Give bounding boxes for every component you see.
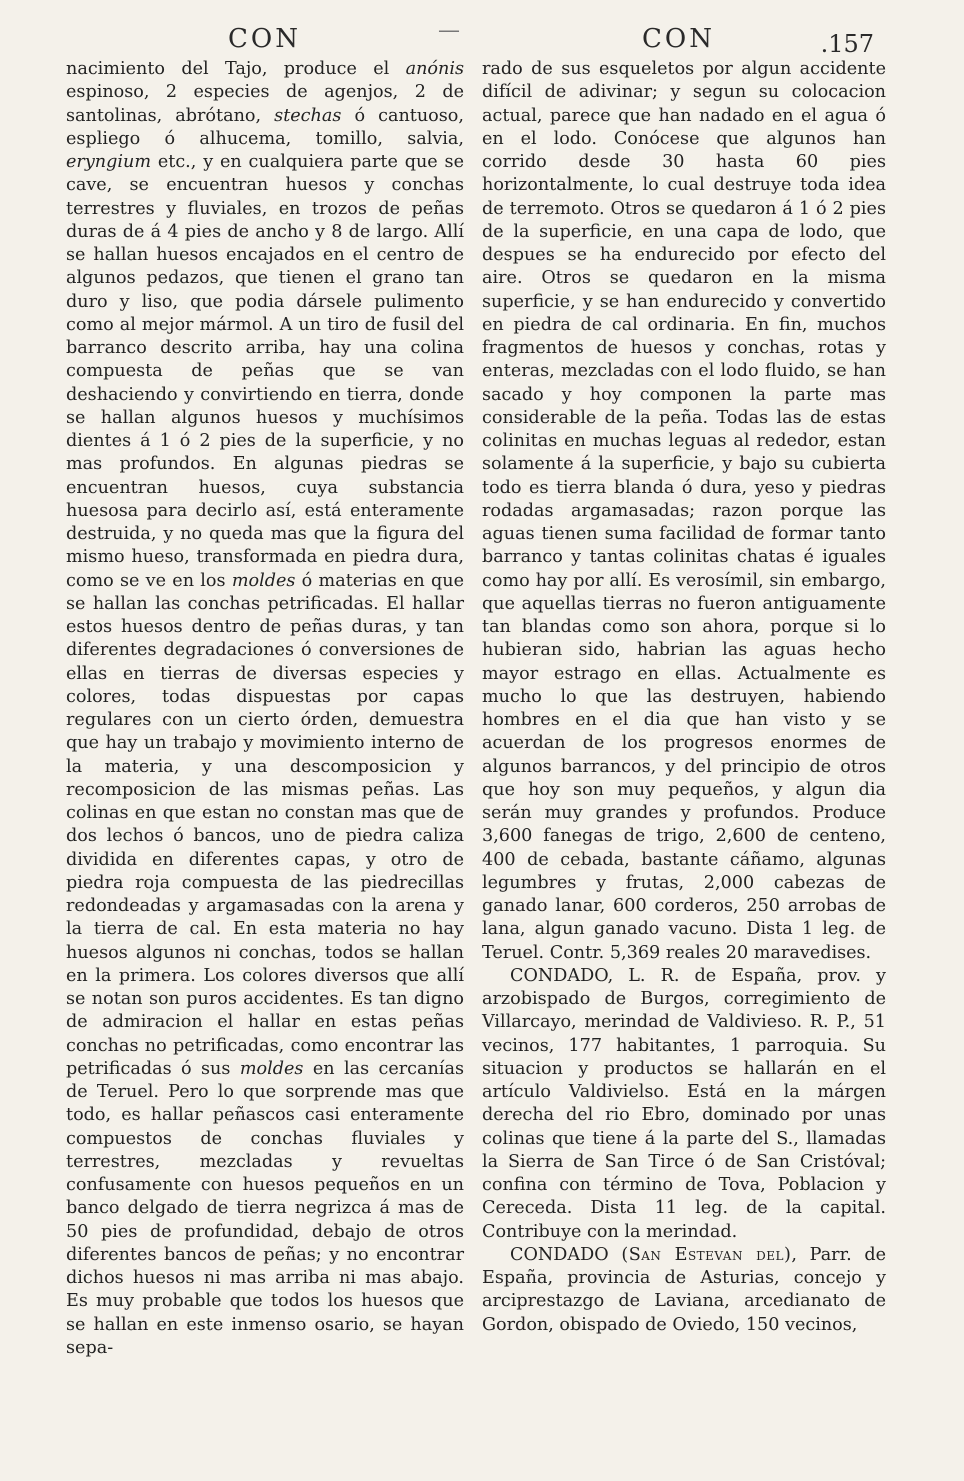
entry-subtitle: (San Estevan del)	[621, 1244, 792, 1265]
italic-term: moldes	[239, 1058, 304, 1079]
text-run: ó materias en que se hallan las conchas petrificadas. El hallar estos huesos dentro de peñas duras, y tan diferentes degradaciones ó conversiones de ellas en tierras de diversas especies y colores, todas dispuestas por capas regulares con un cierto órden, demuestra que hay un trabajo y movimiento interno de la materia, y una descomposicion y recomposicion de las mismas peñas. Las colinas en que estan no constan mas que de dos lechos ó bancos, uno de piedra caliza dividida en diferentes capas, y otro de piedra roja compuesta de las piedrecillas redondeadas y argamasadas con la arena y la tierra de cal. En esta materia no hay huesos algunos ni conchas, todos se hallan en la primera. Los colores diversos que allí se notan son puros accidentes. Es tan digno de admiracion el hallar en estas peñas conchas no petrificadas, como encontrar las petrificadas ó sus	[66, 570, 465, 1079]
species-name: eryngium	[66, 152, 151, 172]
species-name: anónis	[405, 59, 464, 79]
text-run: espinoso, 2 especies de agenjos, 2 de santolinas, abrótano,	[66, 82, 464, 126]
text-run: etc., y en cualquiera parte que se cave, se encuentran huesos y conchas terrestres y fluviales, en trozos de peñas duras de á 4 pies de ancho y 8 de largo. Allí se hallan huesos encajados en el centro de algunos pedazos, que tienen el grano tan duro y liso, que podia dársele pulimento como al mejor mármol. A un tiro de fusil del barranco descrito arriba, hay una colina compuesta de peñas que se van deshaciendo y convirtiendo en tierra, donde se hallan algunos huesos y muchísimos dientes á 1 ó 2 pies de la superficie, y no mas profundos. En algunas piedras se encuentran huesos, cuya substancia huesosa para decirlo así, está enteramente destruida, y no queda mas que la figura del mismo hueso, transformada en piedra dura, como se ve en los	[66, 152, 464, 591]
running-head-dash: —	[438, 18, 463, 43]
text-run: nacimiento del Tajo, produce el	[66, 59, 406, 79]
entry-headword: CONDADO	[510, 1244, 609, 1265]
italic-term: moldes	[231, 570, 296, 591]
running-head-center: CON	[642, 24, 715, 54]
text-run: ó cantuoso, espliego ó alhucema, tomillo, salvia,	[66, 105, 464, 149]
entry-condado-san-estevan	[482, 1244, 886, 1337]
entry-text: , L. R. de España, prov. y arzobispado de Burgos, corregimiento de Villarcayo, merindad de Valdivieso. R. P., 51 vecinos, 177 habitantes, 1 parroquia. Su situacion y productos se hallarán en el artículo Valdivielso. Está en la márgen derecha del rio Ebro, dominado por unas colinas que tiene á la parte del S., llamadas la Sierra de San Tirce ó de San Cristóval; confina con término de Tova, Poblacion y Cereceda. Dista 11 leg. de la capital. Contribuye con la merindad.	[482, 965, 886, 1242]
left-column	[66, 58, 464, 1360]
entry-text: , Parr. de España, provincia de Asturias, concejo y arciprestazgo de Laviana, arcedianato de Gordon, obispado de Oviedo, 150 vecinos,	[482, 1244, 887, 1335]
species-name: stechas	[274, 105, 342, 126]
continued-paragraph: rado de sus esqueletos por algun accidente difícil de adivinar; y segun su colocacion actual, parece que han nadado en el agua ó en el lodo. Conócese que algunos han corrido desde 30 hasta 60 pies horizontalmente, lo cual destruye toda idea de terremoto. Otros se quedaron á 1 ó 2 pies de la superficie, en una capa de lodo, que despues se ha endurecido por efecto del aire. Otros se quedaron en la misma superficie, y se han endurecido y convertido en piedra de cal ordinaria. En fin, muchos fragmentos de huesos y conchas, rotas y enteras, mezcladas con el lodo fluido, se han sacado y hoy componen la parte mas considerable de la peña. Todas las de estas colinitas en muchas leguas al rededor, estan solamente á la superficie, y bajo su cubierta todo es tierra blanda ó dura, yeso y piedras rodadas argamasadas; razon porque las aguas tienen suma facilidad de formar tanto barranco y tantas colinitas chatas é iguales como hay por allí. Es verosímil, sin embargo, que aquellas tierras no fueron antiguamente tan blandas como son ahora, porque si lo hubieran sido, habrian las aguas hecho mayor estrago en ellas. Actualmente es mucho lo que las destruyen, habiendo hombres en el dia que han visto y se acuerdan de los progresos enormes de algunos barrancos, y del principio de otros que hoy son muy pequeños, y algun dia serán muy grandes y profundos. Produce 3,600 fanegas de trigo, 2,600 de centeno, 400 de cebada, bastante cáñamo, algunas legumbres y frutas, 2,000 cabezas de ganado lanar, 600 corderos, 250 arrobas de lana, algun ganado vacuno. Dista 1 leg. de Teruel. Contr. 5,369 reales 20 maravedises.	[482, 59, 886, 963]
running-head-left: CON	[228, 24, 301, 54]
text-run: en las cercanías de Teruel. Pero lo que sorprende mas que todo, es hallar peñascos casi enteramente compuestos de conchas fluviales y terrestres, mezcladas y revueltas confusamente con huesos pequeños en un banco delgado de tierra negrizca á mas de 50 pies de profundidad, debajo de otros diferentes bancos de peñas; y no encontrar dichos huesos ni mas arriba ni mas abajo. Es muy probable que todos los huesos que se hallan en este inmenso osario, se hayan sepa-	[66, 1058, 464, 1358]
page-number: .157	[820, 30, 874, 58]
entry-condado-burgos	[482, 965, 886, 1244]
left-column-paragraph	[66, 58, 464, 1360]
right-column	[482, 58, 886, 1337]
entry-headword: CONDADO	[510, 965, 608, 986]
